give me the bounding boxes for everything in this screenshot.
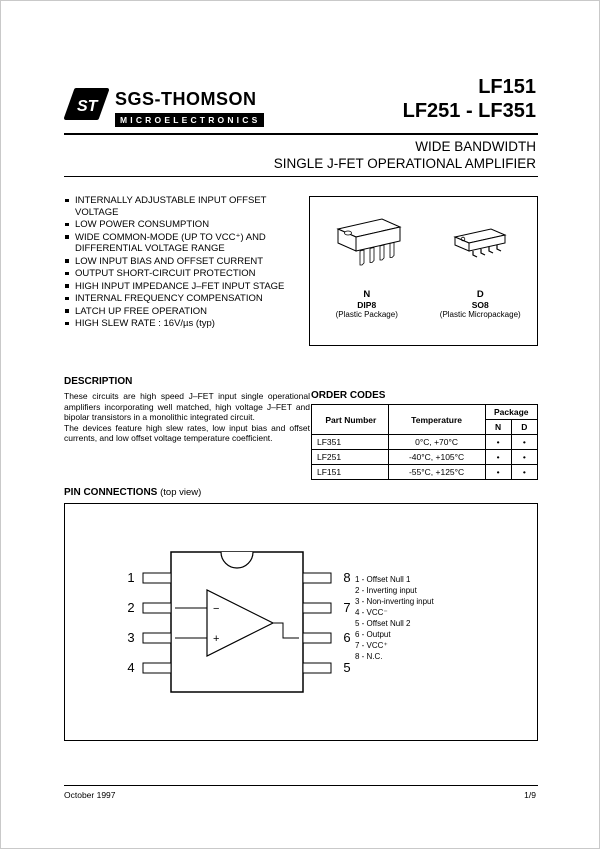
so8-package-art: [445, 197, 515, 289]
footer-page-number: 1/9: [524, 790, 536, 800]
feature-item: LOW POWER CONSUMPTION: [64, 219, 306, 231]
part-number-secondary: LF251 - LF351: [402, 100, 536, 122]
description-paragraph-1: These circuits are high speed J–FET input single operational amplifiers incorporating well matched, high voltage J–FET and bipolar transistors in a monolithic integrated circuit.: [64, 391, 310, 422]
col-package-n: N: [485, 420, 511, 435]
pin-connections-suffix: (top view): [160, 487, 202, 498]
brand-block: [115, 89, 264, 128]
part-numbers: [403, 75, 536, 123]
feature-item: LATCH UP FREE OPERATION: [64, 306, 306, 318]
footer-rule: [64, 785, 538, 786]
availability-dot: •: [485, 465, 511, 480]
pin-number-4: 4: [127, 660, 135, 675]
package-desc: (Plastic Package): [335, 310, 398, 319]
table-row: [312, 450, 538, 465]
pin-number-1: 1: [127, 570, 135, 585]
svg-text:ST: ST: [77, 98, 98, 115]
part-number-primary: LF151: [478, 76, 536, 98]
pin-list-item: 8 - N.C.: [355, 652, 383, 661]
pin-number-6: 6: [343, 630, 351, 645]
feature-item: INTERNALLY ADJUSTABLE INPUT OFFSET VOLTAGE: [64, 195, 306, 218]
package-box: [309, 196, 538, 346]
so8-package-drawing: [445, 217, 515, 269]
feature-item: OUTPUT SHORT-CIRCUIT PROTECTION: [64, 268, 306, 280]
package-name: D: [476, 289, 484, 300]
footer-date: October 1997: [64, 790, 116, 800]
pin-list-item: 3 - Non-inverting input: [355, 597, 434, 606]
subtitle-line-2: SINGLE J-FET OPERATIONAL AMPLIFIER: [273, 156, 536, 171]
feature-item: INTERNAL FREQUENCY COMPENSATION: [64, 293, 306, 305]
title-rule-top: [64, 133, 538, 135]
part-cell: LF151: [312, 465, 389, 480]
dip8-package-art: [324, 197, 410, 289]
availability-dot: •: [485, 435, 511, 450]
description-text: [64, 391, 310, 444]
pin-list-item: 6 - Output: [355, 630, 391, 639]
description-heading: DESCRIPTION: [64, 376, 133, 387]
col-package-d: D: [511, 420, 537, 435]
package-type: SO8: [471, 300, 489, 310]
pin-number-3: 3: [127, 630, 135, 645]
description-paragraph-2: The devices feature high slew rates, low input bias and offset currents, and low offset voltage temperature coefficient.: [64, 422, 310, 443]
st-logo: [64, 87, 110, 121]
feature-item: WIDE COMMON-MODE (UP TO VCC⁺) AND DIFFERENTIAL VOLTAGE RANGE: [64, 232, 306, 255]
availability-dot: •: [511, 450, 537, 465]
pinout-diagram: [123, 538, 363, 713]
package-name: N: [363, 289, 371, 300]
package-n: [310, 197, 424, 345]
subtitle-line-1: WIDE BANDWIDTH: [415, 139, 536, 154]
pin-list-item: 4 - VCC⁻: [355, 608, 388, 617]
availability-dot: •: [511, 435, 537, 450]
col-part-number: Part Number: [312, 405, 389, 435]
title-rule-bottom: [64, 176, 538, 177]
temp-cell: -40°C, +105°C: [388, 450, 485, 465]
temp-cell: -55°C, +125°C: [388, 465, 485, 480]
order-codes-table: [311, 404, 538, 480]
pin-list-item: 1 - Offset Null 1: [355, 575, 411, 584]
col-temperature: Temperature: [388, 405, 485, 435]
page-title: [274, 138, 536, 172]
package-d: [424, 197, 538, 345]
pin-list-item: 5 - Offset Null 2: [355, 619, 411, 628]
pin-number-5: 5: [343, 660, 351, 675]
table-row: [312, 465, 538, 480]
feature-item: HIGH SLEW RATE : 16V/µs (typ): [64, 318, 306, 330]
package-desc: (Plastic Micropackage): [439, 310, 521, 319]
feature-item: HIGH INPUT IMPEDANCE J–FET INPUT STAGE: [64, 281, 306, 293]
brand-subtitle: MICROELECTRONICS: [115, 113, 264, 127]
col-package: Package: [485, 405, 537, 420]
table-row: [312, 435, 538, 450]
pin-number-8: 8: [343, 570, 351, 585]
svg-text:−: −: [213, 603, 220, 615]
pin-number-2: 2: [127, 600, 135, 615]
order-codes-heading: ORDER CODES: [311, 390, 386, 401]
availability-dot: •: [511, 465, 537, 480]
pin-connections-title: PIN CONNECTIONS: [64, 487, 158, 498]
dip8-package-drawing: [324, 207, 410, 279]
pin-list: [355, 574, 434, 662]
pin-number-7: 7: [343, 600, 351, 615]
svg-text:+: +: [213, 633, 220, 645]
pin-list-item: 7 - VCC⁺: [355, 641, 388, 650]
availability-dot: •: [485, 450, 511, 465]
temp-cell: 0°C, +70°C: [388, 435, 485, 450]
features-list: [64, 195, 306, 331]
pinout-box: [64, 503, 538, 741]
part-cell: LF351: [312, 435, 389, 450]
feature-item: LOW INPUT BIAS AND OFFSET CURRENT: [64, 256, 306, 268]
pin-connections-heading: [64, 487, 201, 498]
brand-name: SGS-THOMSON: [115, 89, 257, 109]
pin-list-item: 2 - Inverting input: [355, 586, 417, 595]
part-cell: LF251: [312, 450, 389, 465]
package-type: DIP8: [357, 300, 377, 310]
